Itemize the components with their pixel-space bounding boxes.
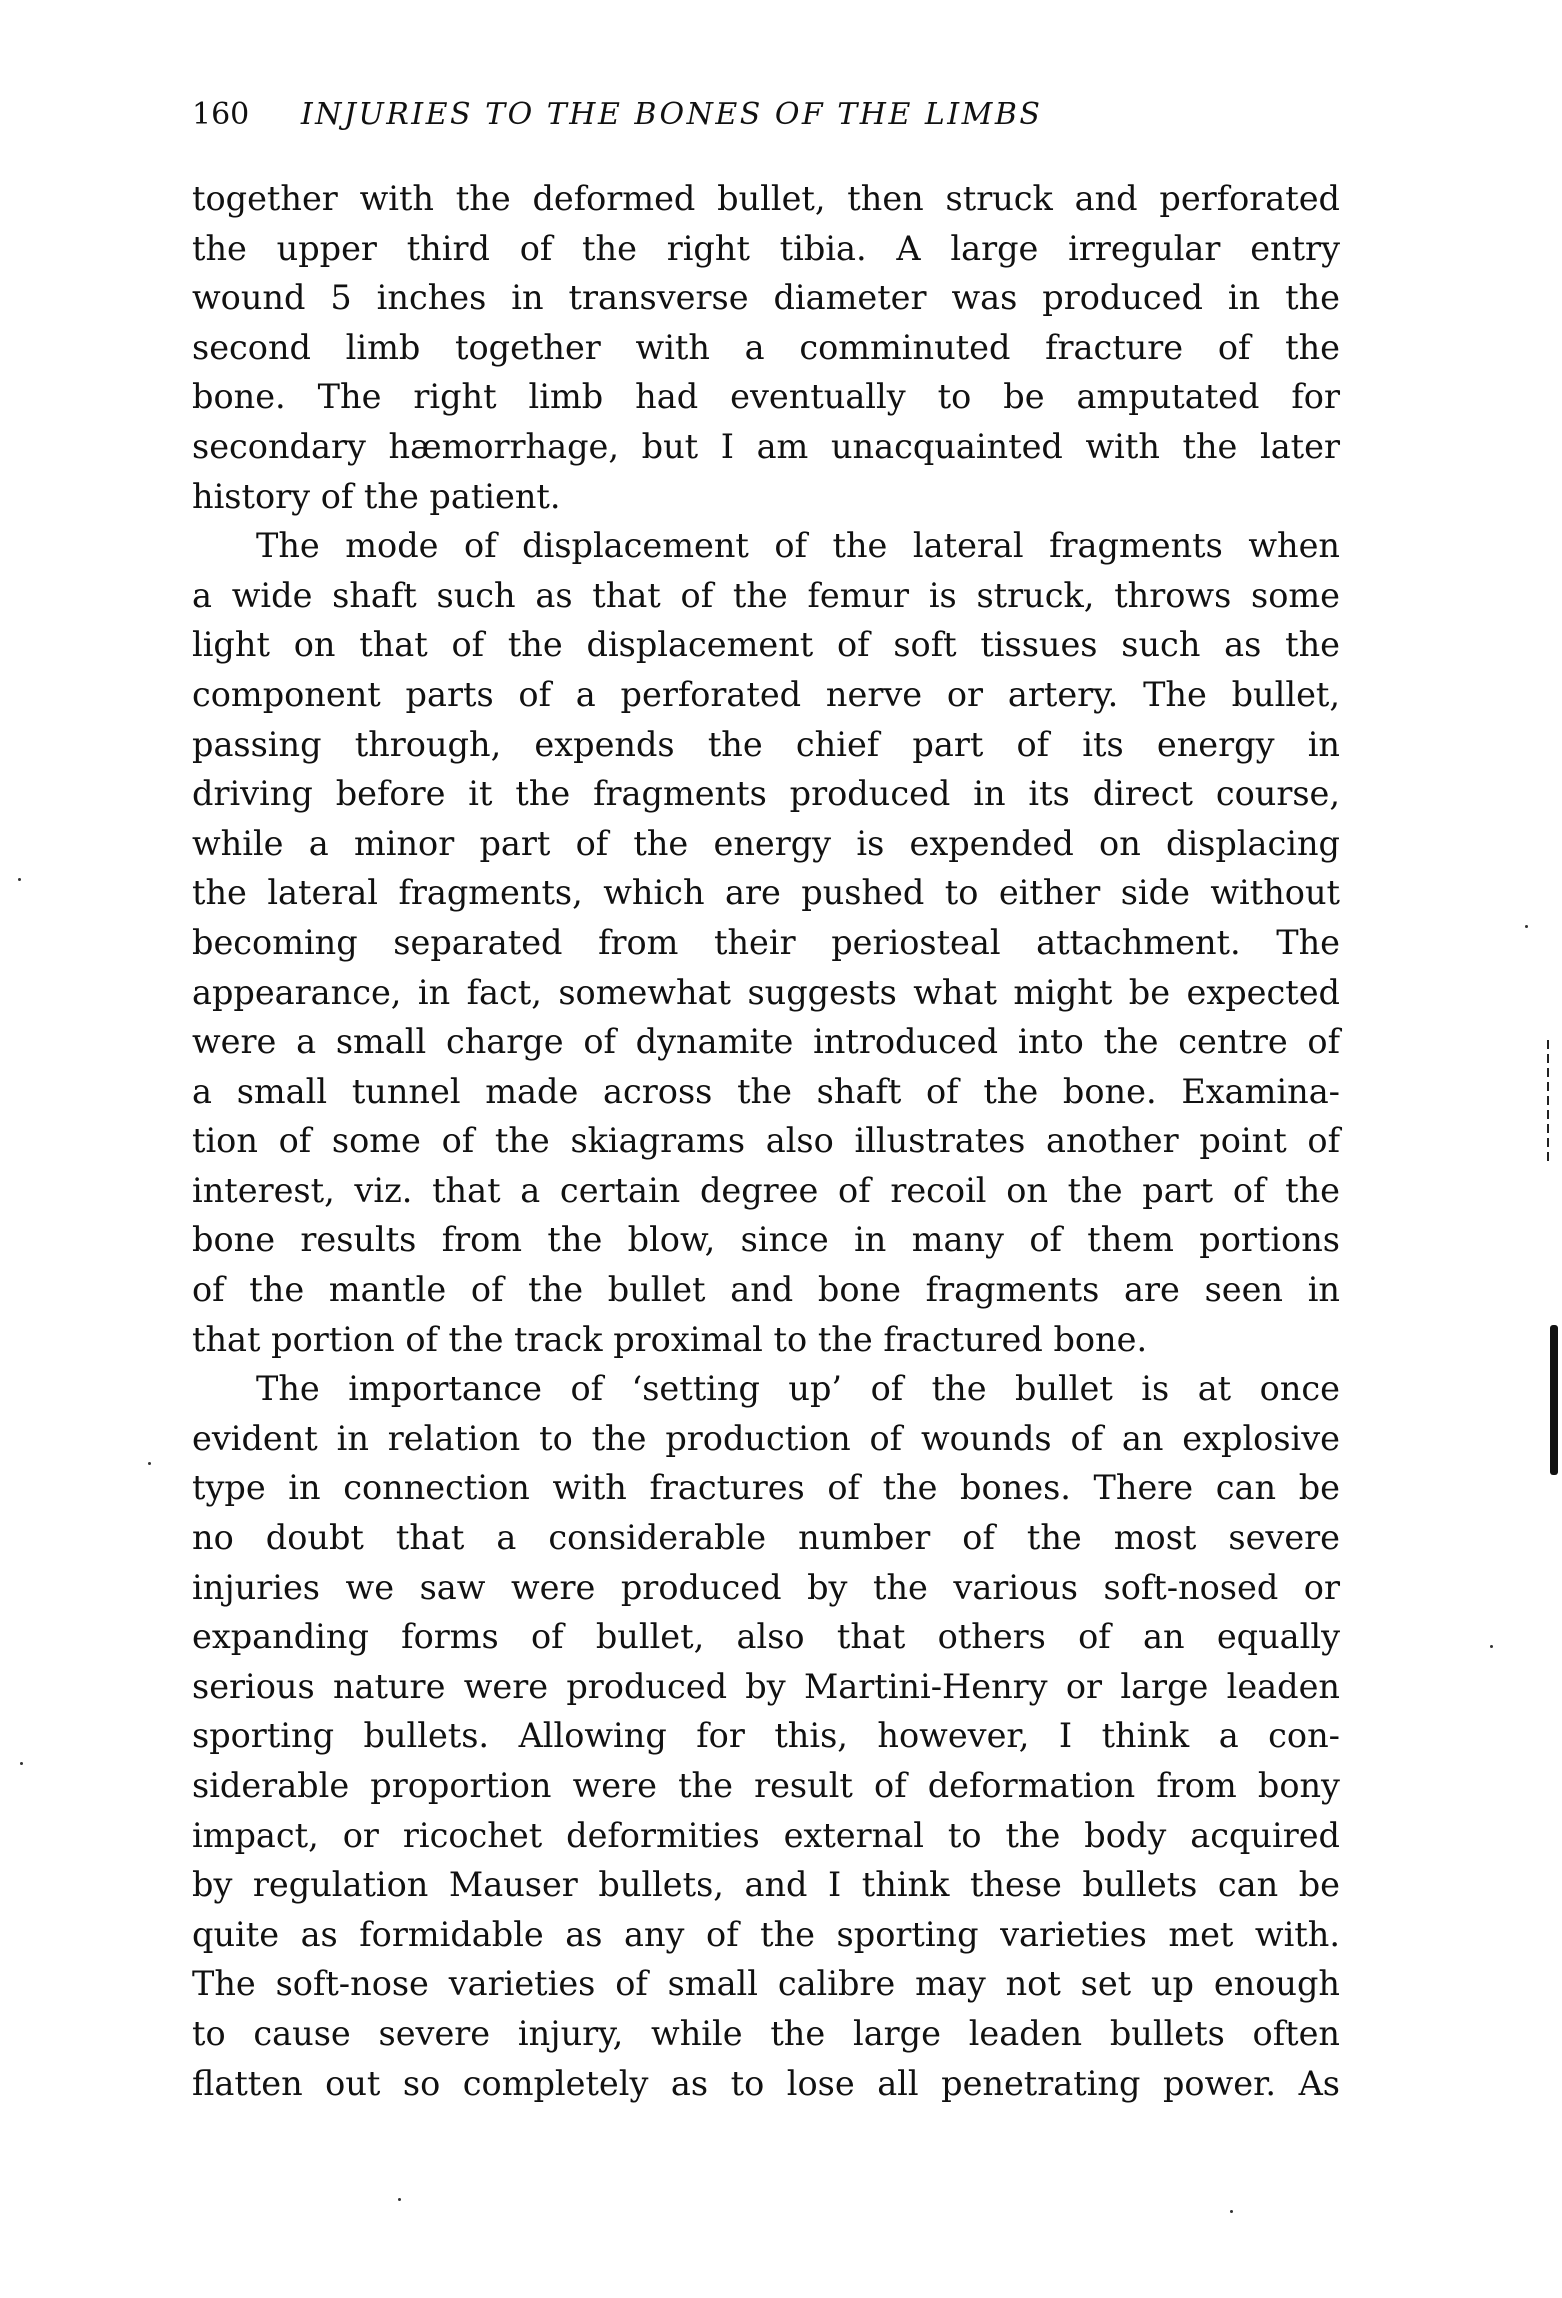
scan-margin-bar (1550, 1325, 1558, 1475)
text-line: injuries we saw were produced by the various soft-nosed or (192, 1567, 1340, 1607)
text-line: siderable proportion were the result of deformation from bony (192, 1766, 1340, 1805)
body-text (192, 174, 1340, 2108)
text-line: secondary hæmorrhage, but I am unacquainted with the later (192, 426, 1340, 466)
scan-speck (148, 1462, 151, 1465)
scan-speck (1525, 925, 1528, 928)
text-line: serious nature were produced by Martini-Henry or large leaden (192, 1666, 1340, 1706)
text-line: sporting bullets. Allowing for this, however, I think a con- (192, 1716, 1340, 1756)
text-line: tion of some of the skiagrams also illustrates another point of (192, 1121, 1340, 1161)
text-line: no doubt that a considerable number of the most severe (192, 1518, 1340, 1558)
scan-margin-mark (1547, 1040, 1549, 1165)
text-line: appearance, in fact, somewhat suggests what might be expected (192, 972, 1340, 1012)
text-line: were a small charge of dynamite introduced into the centre of (192, 1022, 1340, 1062)
scan-speck (1230, 2210, 1233, 2213)
text-line: the upper third of the right tibia. A large irregular entry (192, 228, 1340, 268)
text-line: light on that of the displacement of soft tissues such as the (192, 625, 1340, 665)
scan-speck (1490, 1645, 1493, 1648)
text-line: The importance of ‘setting up’ of the bullet is at once (256, 1369, 1340, 1409)
paragraph (192, 174, 1340, 521)
text-line: impact, or ricochet deformities external to the body acquired (192, 1815, 1340, 1855)
text-line: expanding forms of bullet, also that others of an equally (192, 1617, 1340, 1657)
text-line: component parts of a perforated nerve or artery. The bullet, (192, 674, 1340, 714)
text-line: together with the deformed bullet, then struck and perforated (192, 179, 1340, 218)
chapter-title: INJURIES TO THE BONES OF THE LIMBS (300, 97, 1043, 132)
text-line: bone. The right limb had eventually to be amputated for (192, 377, 1340, 417)
text-line: that portion of the track proximal to the fractured bone. (192, 1319, 1148, 1359)
text-line: of the mantle of the bullet and bone fragments are seen in (192, 1270, 1340, 1310)
text-line: The mode of displacement of the lateral fragments when (256, 526, 1340, 566)
text-line: second limb together with a comminuted fracture of the (192, 327, 1340, 367)
running-head (192, 90, 1342, 140)
text-line: history of the patient. (192, 476, 561, 516)
text-line: quite as formidable as any of the sporting varieties met with. (192, 1914, 1340, 1954)
paragraph (192, 521, 1340, 1364)
text-line: passing through, expends the chief part of its energy in (192, 724, 1340, 764)
text-line: evident in relation to the production of wounds of an explosive (192, 1418, 1340, 1458)
text-line: a wide shaft such as that of the femur is struck, throws some (192, 575, 1340, 615)
page-number: 160 (192, 97, 250, 132)
scan-speck (398, 2198, 401, 2201)
text-line: driving before it the fragments produced in its direct course, (192, 774, 1340, 814)
text-line: bone results from the blow, since in many of them portions (192, 1220, 1340, 1260)
text-line: becoming separated from their periosteal attachment. The (192, 922, 1340, 962)
text-line: a small tunnel made across the shaft of the bone. Examina- (192, 1071, 1340, 1111)
text-line: The soft-nose varieties of small calibre may not set up enough (192, 1964, 1340, 2004)
text-line: to cause severe injury, while the large leaden bullets often (192, 2013, 1340, 2053)
text-line: the lateral fragments, which are pushed to either side without (192, 873, 1340, 913)
text-line: while a minor part of the energy is expended on displacing (192, 823, 1340, 863)
text-line: wound 5 inches in transverse diameter was produced in the (192, 278, 1340, 318)
text-line: flatten out so completely as to lose all penetrating power. As (192, 2063, 1340, 2103)
paragraph (192, 1364, 1340, 2108)
text-line: by regulation Mauser bullets, and I think these bullets can be (192, 1865, 1340, 1905)
text-line: type in connection with fractures of the bones. There can be (192, 1468, 1340, 1508)
text-line: interest, viz. that a certain degree of recoil on the part of the (192, 1170, 1340, 1210)
scan-speck (18, 878, 21, 881)
scan-speck (20, 1762, 23, 1765)
